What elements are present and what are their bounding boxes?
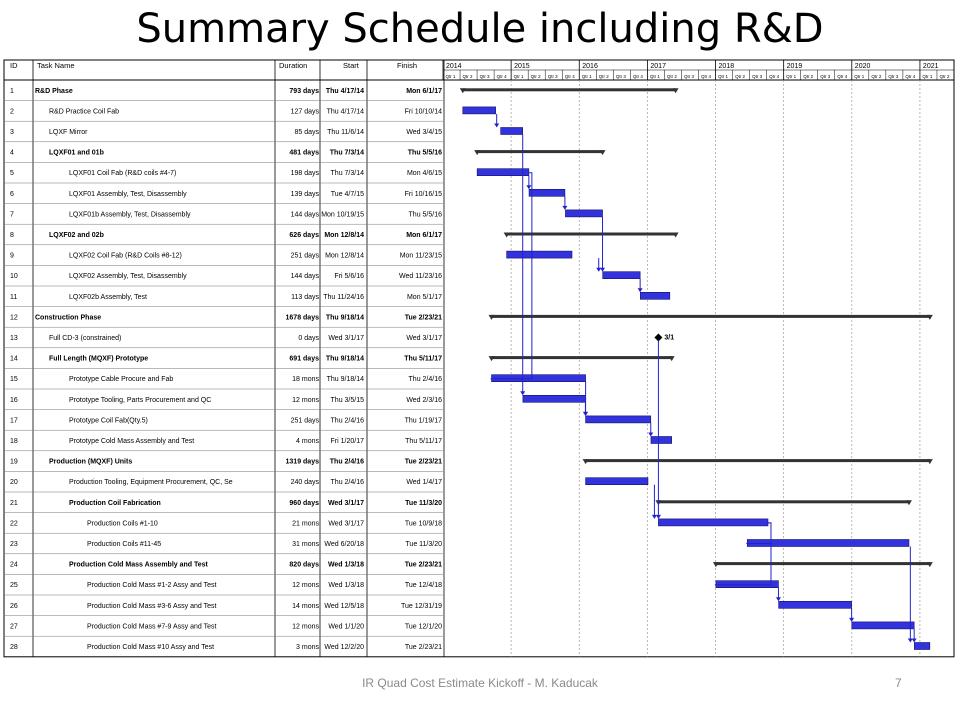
task-duration: 12 mons <box>292 582 319 590</box>
task-finish: Wed 2/3/16 <box>406 396 442 404</box>
year-label: 2014 <box>446 63 462 70</box>
dependency-arrow <box>583 412 588 416</box>
quarter-label: Qtr 2 <box>939 74 950 79</box>
milestone-diamond <box>654 334 662 342</box>
task-start: Thu 7/3/14 <box>329 149 364 157</box>
task-id: 7 <box>10 211 14 219</box>
quarter-label: Qtr 3 <box>683 74 694 79</box>
task-duration: 4 mons <box>296 438 319 445</box>
footer-text: IR Quad Cost Estimate Kickoff - M. Kaducak <box>362 676 598 690</box>
task-name: LQXF02 and 02b <box>49 232 104 239</box>
task-name: Production Coil Fabrication <box>69 499 161 507</box>
task-name: Production Tooling, Equipment Procurement, QC, Se <box>69 479 233 487</box>
task-finish: Mon 11/23/15 <box>399 252 442 260</box>
task-start: Thu 9/18/14 <box>325 355 364 363</box>
dependency-arrow <box>526 185 531 189</box>
task-name: Prototype Tooling, Parts Procurement and QC <box>69 396 212 404</box>
dependency-link <box>715 523 771 585</box>
task-finish: Tue 12/31/19 <box>401 602 442 610</box>
task-id: 25 <box>10 582 18 590</box>
task-duration: 144 days <box>290 273 319 281</box>
task-start: Thu 11/6/14 <box>327 129 364 136</box>
task-start: Wed 12/5/18 <box>324 602 364 610</box>
task-bar <box>463 107 496 114</box>
task-id: 23 <box>10 541 18 548</box>
task-duration: 960 days <box>289 499 319 507</box>
year-label: 2019 <box>786 63 803 70</box>
task-bar <box>651 437 672 444</box>
task-name: Production Coils #1-10 <box>87 520 158 528</box>
quarter-label: Qtr 2 <box>666 74 677 79</box>
task-bar <box>477 169 529 176</box>
task-start: Tue 4/7/15 <box>330 190 364 198</box>
column-header-task-name: Task Name <box>37 61 75 70</box>
task-finish: Thu 1/19/17 <box>404 417 442 425</box>
task-bar <box>658 519 768 526</box>
task-name: LQXF01 Assembly, Test, Disassembly <box>69 190 187 198</box>
task-finish: Thu 5/5/16 <box>407 149 442 157</box>
task-bar <box>501 128 523 135</box>
task-name: Construction Phase <box>35 314 102 322</box>
task-finish: Wed 11/23/16 <box>399 273 442 281</box>
task-finish: Tue 11/3/20 <box>405 499 442 507</box>
task-start: Wed 3/1/17 <box>328 520 364 528</box>
quarter-label: Qtr 3 <box>820 74 831 79</box>
task-finish: Tue 12/1/20 <box>404 623 442 631</box>
task-name: R&D Practice Coil Fab <box>49 108 120 116</box>
summary-bar <box>477 150 602 153</box>
dependency-arrow <box>494 124 499 128</box>
task-finish: Tue 11/3/20 <box>405 541 442 548</box>
column-header-id: ID <box>10 61 18 70</box>
task-start: Mon 10/19/15 <box>321 211 364 219</box>
task-start: Thu 3/5/15 <box>330 396 364 404</box>
task-start: Thu 9/18/14 <box>326 376 364 384</box>
task-duration: 1678 days <box>285 314 319 322</box>
task-finish: Thu 5/11/17 <box>404 355 442 363</box>
task-start: Thu 2/4/16 <box>330 479 364 487</box>
task-finish: Mon 4/6/15 <box>406 170 442 178</box>
task-bar <box>529 189 565 196</box>
task-start: Thu 7/3/14 <box>330 170 364 178</box>
year-label: 2018 <box>718 63 735 70</box>
column-header-duration: Duration <box>279 61 308 70</box>
dependency-arrow <box>648 433 653 437</box>
task-id: 9 <box>10 252 14 260</box>
year-label: 2021 <box>922 63 939 70</box>
task-duration: 251 days <box>290 252 319 260</box>
dependency-arrow <box>638 288 643 292</box>
task-finish: Fri 10/10/14 <box>404 108 442 116</box>
task-finish: Thu 5/11/17 <box>405 438 442 445</box>
task-name: LQXF02b Assembly, Test <box>69 293 147 301</box>
summary-bar <box>586 459 930 462</box>
task-bar <box>565 210 602 217</box>
dependency-arrow <box>849 618 854 622</box>
page-number: 7 <box>895 676 902 690</box>
task-bar <box>779 601 852 608</box>
task-finish: Thu 5/5/16 <box>408 211 442 219</box>
quarter-label: Qtr 1 <box>445 74 456 79</box>
task-bar <box>507 251 572 258</box>
task-id: 3 <box>10 129 14 136</box>
quarter-label: Qtr 1 <box>649 74 660 79</box>
task-id: 13 <box>10 335 18 342</box>
quarter-label: Qtr 3 <box>547 74 558 79</box>
task-start: Thu 9/18/14 <box>325 314 364 322</box>
dependency-arrow <box>520 391 525 395</box>
summary-bar <box>492 315 930 318</box>
quarter-label: Qtr 4 <box>905 74 916 79</box>
task-start: Wed 1/3/18 <box>327 561 364 569</box>
quarter-label: Qtr 1 <box>718 74 729 79</box>
year-label: 2017 <box>650 63 666 70</box>
task-id: 2 <box>10 108 14 116</box>
task-finish: Mon 6/1/17 <box>406 87 442 95</box>
task-finish: Tue 2/23/21 <box>404 458 442 466</box>
task-bar <box>586 416 651 423</box>
task-start: Wed 1/3/18 <box>328 582 364 590</box>
task-name: Prototype Cold Mass Assembly and Test <box>69 438 195 445</box>
task-id: 17 <box>10 417 18 425</box>
task-duration: 1319 days <box>285 458 319 466</box>
task-duration: 127 days <box>290 108 319 116</box>
dependency-arrow <box>908 639 913 643</box>
task-id: 12 <box>10 314 18 322</box>
quarter-label: Qtr 1 <box>786 74 797 79</box>
quarter-label: Qtr 4 <box>701 74 712 79</box>
quarter-label: Qtr 2 <box>598 74 609 79</box>
task-duration: 793 days <box>289 87 319 95</box>
column-header-finish: Finish <box>397 61 418 70</box>
task-name: LQXF02 Coil Fab (R&D Coils #8-12) <box>69 252 182 260</box>
year-label: 2020 <box>854 63 871 70</box>
task-bar <box>603 272 640 279</box>
task-name: LQXF Mirror <box>49 129 88 136</box>
task-finish: Tue 12/4/18 <box>404 582 442 590</box>
task-id: 20 <box>10 479 18 487</box>
task-start: Mon 12/8/14 <box>325 252 364 260</box>
summary-bar <box>658 500 909 503</box>
quarter-label: Qtr 2 <box>735 74 746 79</box>
task-finish: Tue 2/23/21 <box>404 314 442 322</box>
milestone-label: 3/1 <box>664 334 675 342</box>
task-bar <box>640 292 669 299</box>
quarter-label: Qtr 1 <box>854 74 865 79</box>
task-name: Production Cold Mass #3-6 Assy and Test <box>87 602 217 610</box>
quarter-label: Qtr 3 <box>888 74 899 79</box>
task-name: Production Coils #11-45 <box>87 541 162 548</box>
task-name: Production Cold Mass #10 Assy and Test <box>87 644 215 651</box>
year-label: 2015 <box>514 63 530 70</box>
task-name: Production (MQXF) Units <box>49 458 133 466</box>
quarter-label: Qtr 4 <box>496 74 507 79</box>
task-duration: 0 days <box>298 335 319 342</box>
dependency-link <box>491 173 532 379</box>
task-name: Production Cold Mass Assembly and Test <box>69 561 208 569</box>
slide-title: Summary Schedule including R&D <box>136 6 824 52</box>
task-start: Thu 2/4/16 <box>330 417 364 425</box>
task-start: Thu 4/17/14 <box>326 108 364 116</box>
task-bar <box>747 540 909 547</box>
quarter-label: Qtr 2 <box>530 74 541 79</box>
quarter-label: Qtr 2 <box>462 74 473 79</box>
task-finish: Mon 6/1/17 <box>406 232 442 239</box>
task-start: Wed 1/1/20 <box>328 623 364 631</box>
task-finish: Wed 3/4/15 <box>406 129 442 136</box>
task-id: 6 <box>10 190 14 198</box>
task-duration: 3 mons <box>296 644 319 651</box>
task-duration: 691 days <box>289 355 319 363</box>
quarter-label: Qtr 4 <box>564 74 575 79</box>
task-id: 19 <box>10 458 18 466</box>
task-start: Wed 3/1/17 <box>327 499 364 507</box>
task-name: Prototype Cable Procure and Fab <box>69 376 174 384</box>
task-bar <box>914 643 929 650</box>
task-start: Fri 5/6/16 <box>334 273 364 281</box>
task-name: Prototype Coil Fab(Qty.5) <box>69 417 148 425</box>
task-name: LQXF01b Assembly, Test, Disassembly <box>69 211 191 219</box>
task-id: 8 <box>10 232 14 239</box>
task-duration: 139 days <box>290 190 319 198</box>
task-name: LQXF01 and 01b <box>49 149 104 157</box>
task-name: Production Cold Mass #7-9 Assy and Test <box>87 623 217 631</box>
task-finish: Tue 10/9/18 <box>404 520 442 528</box>
quarter-label: Qtr 1 <box>922 74 933 79</box>
task-start: Wed 12/2/20 <box>324 644 364 651</box>
quarter-label: Qtr 2 <box>871 74 882 79</box>
task-id: 1 <box>10 87 14 95</box>
quarter-label: Qtr 4 <box>769 74 780 79</box>
task-finish: Fri 10/16/15 <box>404 190 442 198</box>
task-id: 28 <box>10 644 18 651</box>
task-name: Production Cold Mass #1-2 Assy and Test <box>87 582 217 590</box>
task-duration: 21 mons <box>292 520 319 528</box>
task-duration: 481 days <box>289 149 319 157</box>
task-id: 15 <box>10 376 18 384</box>
task-name: Full CD-3 (constrained) <box>49 335 122 342</box>
task-bar <box>523 395 586 402</box>
task-finish: Tue 2/23/21 <box>404 561 442 569</box>
task-finish: Thu 2/4/16 <box>408 376 442 384</box>
quarter-label: Qtr 4 <box>632 74 643 79</box>
column-header-start: Start <box>343 61 359 70</box>
task-duration: 31 mons <box>292 541 319 548</box>
quarter-label: Qtr 3 <box>479 74 490 79</box>
year-label: 2016 <box>582 63 598 70</box>
summary-bar <box>492 356 672 359</box>
task-start: Fri 1/20/17 <box>330 438 364 445</box>
dependency-arrow <box>562 206 567 210</box>
task-id: 10 <box>10 273 18 281</box>
summary-bar <box>716 562 930 565</box>
task-bar <box>586 478 648 485</box>
task-id: 4 <box>10 149 14 157</box>
task-start: Wed 3/1/17 <box>328 335 364 342</box>
dependency-arrow <box>652 515 657 519</box>
task-start: Wed 6/20/18 <box>324 541 364 548</box>
task-id: 27 <box>10 623 18 631</box>
task-finish: Mon 5/1/17 <box>406 293 442 301</box>
task-name: LQXF01 Coil Fab (R&D coils #4-7) <box>69 170 177 178</box>
task-name: R&D Phase <box>35 87 73 95</box>
quarter-label: Qtr 4 <box>837 74 848 79</box>
task-id: 26 <box>10 602 18 610</box>
task-start: Mon 12/8/14 <box>324 232 364 239</box>
task-id: 18 <box>10 438 18 445</box>
dependency-arrow <box>656 515 661 519</box>
task-finish: Tue 2/23/21 <box>404 644 442 651</box>
task-finish: Wed 3/1/17 <box>406 335 442 342</box>
task-duration: 144 days <box>290 211 319 219</box>
task-duration: 198 days <box>290 170 319 178</box>
quarter-label: Qtr 3 <box>615 74 626 79</box>
task-duration: 18 mons <box>292 376 319 384</box>
task-finish: Wed 1/4/17 <box>406 479 442 487</box>
summary-bar <box>463 88 676 91</box>
task-name: Full Length (MQXF) Prototype <box>49 355 149 363</box>
quarter-label: Qtr 2 <box>803 74 814 79</box>
task-id: 14 <box>10 355 18 363</box>
task-id: 16 <box>10 396 18 404</box>
quarter-label: Qtr 3 <box>752 74 763 79</box>
task-duration: 113 days <box>291 293 319 301</box>
quarter-label: Qtr 1 <box>513 74 524 79</box>
task-duration: 12 mons <box>292 396 319 404</box>
task-id: 21 <box>10 499 18 507</box>
task-duration: 85 days <box>294 129 319 136</box>
task-duration: 240 days <box>290 479 319 487</box>
task-duration: 251 days <box>290 417 319 425</box>
task-duration: 12 mons <box>292 623 319 631</box>
quarter-label: Qtr 1 <box>581 74 592 79</box>
task-duration: 820 days <box>289 561 319 569</box>
task-duration: 626 days <box>289 232 319 239</box>
task-start: Thu 4/17/14 <box>325 87 364 95</box>
task-id: 24 <box>10 561 18 569</box>
task-start: Thu 11/24/16 <box>323 293 364 301</box>
task-duration: 14 mons <box>292 602 319 610</box>
task-id: 5 <box>10 170 14 178</box>
dependency-arrow <box>776 597 781 601</box>
task-id: 11 <box>10 293 18 301</box>
task-name: LQXF02 Assembly, Test, Disassembly <box>69 273 187 281</box>
task-bar <box>852 622 914 629</box>
dependency-arrow <box>596 268 601 272</box>
task-start: Thu 2/4/16 <box>329 458 364 466</box>
task-id: 22 <box>10 520 18 528</box>
